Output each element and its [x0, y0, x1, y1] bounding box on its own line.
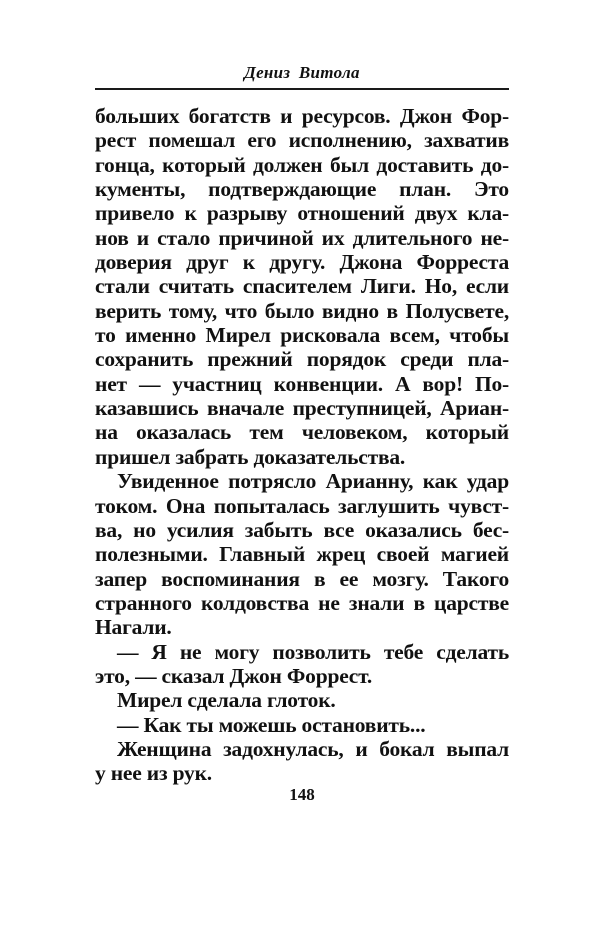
text-line: — Как ты можешь остановить...	[117, 712, 426, 737]
page-number: 148	[289, 785, 315, 804]
text-line: верить тому, что было видно в Полусвете,	[95, 298, 509, 323]
text-line: полезными. Главный жрец своей магией	[95, 542, 509, 567]
paragraph	[95, 104, 509, 469]
text-line: пришел забрать доказательства.	[95, 444, 406, 469]
text-line: больших богатств и ресурсов. Джон Фор-	[95, 104, 509, 128]
text-line: кументы, подтверждающие план. Это	[95, 177, 509, 202]
body-text	[95, 104, 509, 786]
text-line: Женщина задохнулась, и бокал выпал	[117, 736, 509, 761]
paragraph	[95, 688, 509, 712]
paragraph-dialogue	[95, 713, 509, 737]
text-line: на оказалась тем человеком, который	[95, 420, 509, 445]
text-line: Нагали.	[95, 615, 172, 640]
text-line: у нее из рук.	[95, 761, 212, 786]
header-rule	[95, 88, 509, 90]
paragraph	[95, 737, 509, 786]
text-line: током. Она попыталась заглушить чувст-	[95, 493, 509, 518]
paragraph-dialogue	[95, 640, 509, 689]
text-line: привело к разрыву отношений двух кла-	[95, 201, 509, 226]
text-line: гонца, который должен был доставить до-	[95, 152, 509, 177]
text-line: — Я не могу позволить тебе сделать	[117, 639, 509, 664]
text-line: Увиденное потрясло Арианну, как удар	[117, 469, 509, 494]
text-line: запер воспоминания в ее мозгу. Такого	[95, 566, 509, 591]
text-line: ва, но усилия забыть все оказались бес-	[95, 517, 509, 542]
book-page	[95, 0, 509, 941]
paragraph	[95, 469, 509, 639]
running-head-author: Дениз Витола	[244, 63, 360, 82]
text-line: нов и стало причиной их длительного не-	[95, 225, 509, 250]
text-line: рест помешал его исполнению, захватив	[95, 128, 509, 153]
text-line: сохранить прежний порядок среди пла-	[95, 347, 509, 372]
text-line: то именно Мирел рисковала всем, чтобы	[95, 323, 509, 348]
text-line: это, — сказал Джон Форрест.	[95, 663, 373, 688]
text-line: доверия друг к другу. Джона Форреста	[95, 250, 509, 275]
text-line: нет — участниц конвенции. А вор! По-	[95, 371, 509, 396]
text-line: стали считать спасителем Лиги. Но, если	[95, 274, 509, 299]
text-line: казавшись вначале преступницей, Ариан-	[95, 396, 509, 421]
text-line: Мирел сделала глоток.	[117, 688, 336, 713]
text-line: странного колдовства не знали в царстве	[95, 590, 509, 615]
